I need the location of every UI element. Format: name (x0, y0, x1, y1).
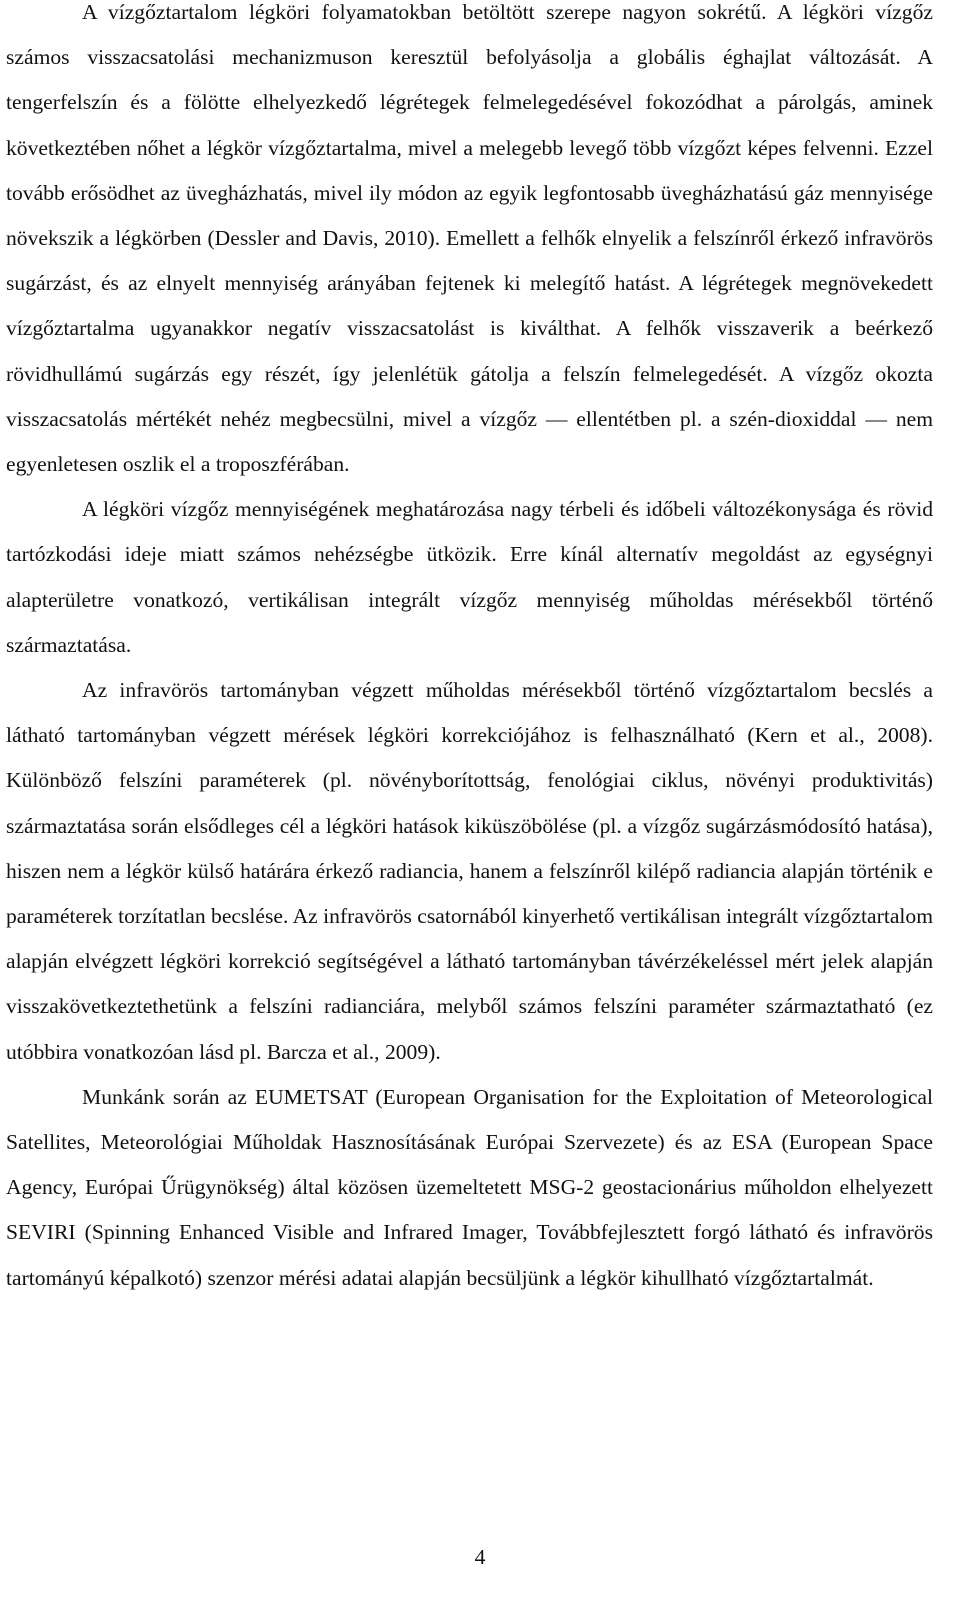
page-number: 4 (474, 1545, 486, 1569)
paragraph-infrared-estimation: Az infravörös tartományban végzett műholdas mérésekből történő vízgőztartalom becslés a látható tartományban végzett mérések légköri korrekciójához is felhasználható (Kern et al., 2008). Különböző felszíni paraméterek (pl. növényborítottság, fenológiai ciklus, növényi produktivitás) származtatása során elsődleges cél a légköri hatások kiküszöbölése (pl. a vízgőz sugárzásmódosító hatása), hiszen nem a légkör külső határára érkező radiancia, hanem a felszínről kilépő radiancia alapján történik e paraméterek torzítatlan becslése. Az infravörös csatornából kinyerhető vertikálisan integrált vízgőztartalom alapján elvégzett légköri korrekció segítségével a látható tartományban távérzékeléssel mért jelek alapján visszakövetkeztethetünk a felszíni radianciára, melyből számos felszíni paraméter származtatható (ez utóbbira vonatkozóan lásd pl. Barcza et al., 2009). (6, 678, 933, 1064)
paragraph-measurement-difficulty: A légköri vízgőz mennyiségének meghatározása nagy térbeli és időbeli változékonysága és rövid tartózkodási ideje miatt számos nehézségbe ütközik. Erre kínál alternatív megoldást az egységnyi alapterületre vonatkozó, vertikálisan integrált vízgőz mennyiség műholdas mérésekből történő származtatása. (6, 497, 933, 657)
paragraph-water-vapor-role: A vízgőztartalom légköri folyamatokban betöltött szerepe nagyon sokrétű. A légköri vízgőz számos visszacsatolási mechanizmuson keresztül befolyásolja a globális éghajlat változását. A tengerfelszín és a fölötte elhelyezkedő légrétegek felmelegedésével fokozódhat a párolgás, aminek következtében nőhet a légkör vízgőztartalma, mivel a melegebb levegő több vízgőzt képes felvenni. Ezzel tovább erősödhet az üvegházhatás, mivel ily módon az egyik legfontosabb üvegházhatású gáz mennyisége növekszik a légkörben (Dessler and Davis, 2010). Emellett a felhők elnyelik a felszínről érkező infravörös sugárzást, és az elnyelt mennyiség arányában fejtenek ki melegítő hatást. A légrétegek megnövekedett vízgőztartalma ugyanakkor negatív visszacsatolást is kiválthat. A felhők visszaverik a beérkező rövidhullámú sugárzás egy részét, így jelenlétük gátolja a felszín felmelegedését. A vízgőz okozta visszacsatolás mértékét nehéz megbecsülni, mivel a vízgőz — ellentétben pl. a szén-dioxiddal — nem egyenletesen oszlik el a troposzférában. (6, 0, 933, 477)
paragraph-seviri-work: Munkánk során az EUMETSAT (European Organisation for the Exploitation of Meteorological Satellites, Meteorológiai Műholdak Hasznosításának Európai Szervezete) és az ESA (European Space Agency, Európai Űrügynökség) által közösen üzemeltetett MSG-2 geostacionárius műholdon elhelyezett SEVIRI (Spinning Enhanced Visible and Infrared Imager, Továbbfejlesztett forgó látható és infravörös tartományú képalkotó) szenzor mérési adatai alapján becsüljünk a légkör kihullható vízgőztartalmát. (6, 1084, 933, 1290)
document-body (6, 0, 933, 1301)
